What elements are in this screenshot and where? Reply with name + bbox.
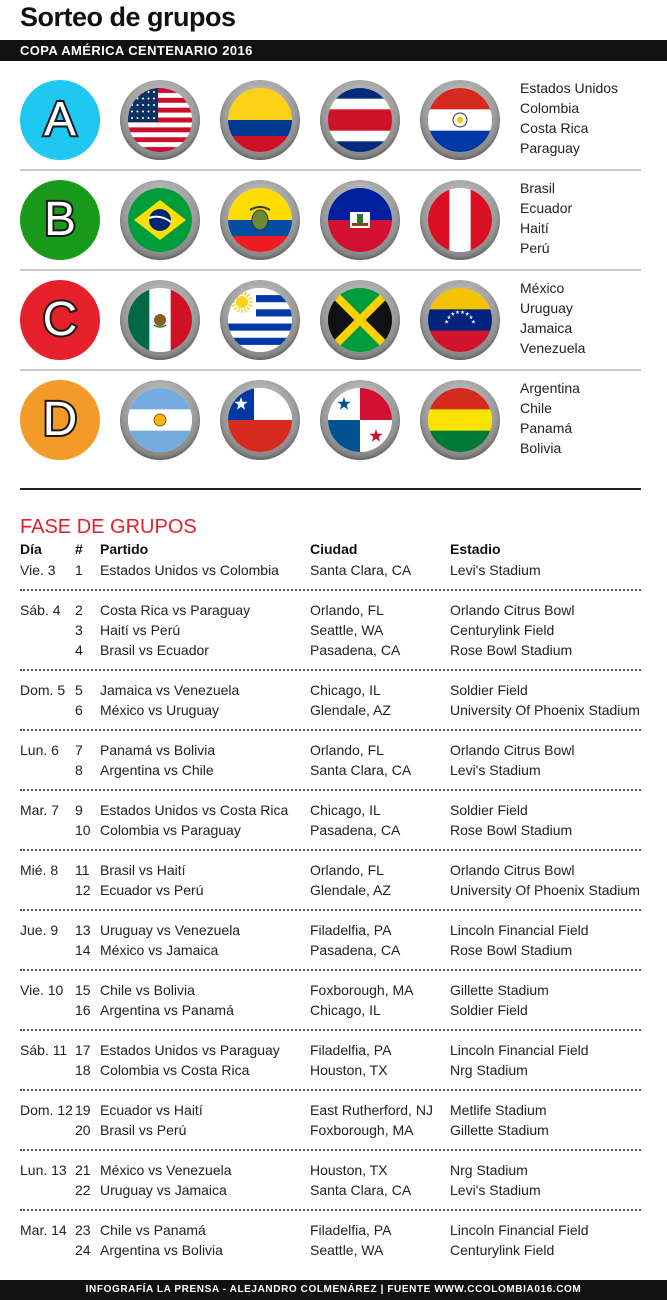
footer-credits: INFOGRAFÍA LA PRENSA - ALEJANDRO COLMENÁREZ | FUENTE WWW.CCOLOMBIA016.COM	[85, 1284, 582, 1295]
match-number: 17	[75, 1042, 91, 1058]
match-stadium: Orlando Citrus Bowl	[450, 862, 575, 878]
match-city: Santa Clara, CA	[310, 762, 412, 778]
match-stadium: Metlife Stadium	[450, 1102, 547, 1118]
match-city: Filadelfia, PA	[310, 922, 392, 938]
match-city: Pasadena, CA	[310, 642, 401, 658]
match-teams: Estados Unidos vs Colombia	[100, 562, 279, 578]
match-row	[0, 940, 667, 960]
match-stadium: Nrg Stadium	[450, 1162, 528, 1178]
group-team-list	[520, 78, 618, 158]
match-number: 18	[75, 1062, 91, 1078]
match-stadium: Lincoln Financial Field	[450, 1042, 589, 1058]
match-city: Filadelfia, PA	[310, 1042, 392, 1058]
venezuela-flag-icon	[420, 280, 500, 360]
team-name: Perú	[520, 240, 550, 256]
day-separator	[20, 1029, 641, 1031]
team-name: Ecuador	[520, 200, 573, 216]
match-teams: Estados Unidos vs Costa Rica	[100, 802, 289, 818]
header-num: #	[75, 541, 83, 557]
day-separator	[20, 1149, 641, 1151]
section-divider	[20, 488, 641, 490]
match-day: Dom. 5	[20, 682, 66, 698]
match-stadium: Lincoln Financial Field	[450, 922, 589, 938]
match-number: 5	[75, 682, 83, 698]
match-city: Glendale, AZ	[310, 882, 391, 898]
match-row	[0, 1160, 667, 1180]
team-name: Argentina	[520, 380, 580, 396]
team-name: Estados Unidos	[520, 80, 619, 96]
match-number: 24	[75, 1242, 91, 1258]
match-stadium: University Of Phoenix Stadium	[450, 882, 640, 898]
jamaica-flag-icon	[320, 280, 400, 360]
match-stadium: Rose Bowl Stadium	[450, 642, 573, 658]
match-city: Santa Clara, CA	[310, 1182, 412, 1198]
match-row	[0, 1100, 667, 1120]
usa-flag-icon	[120, 80, 200, 160]
mexico-flag-icon	[120, 280, 200, 360]
day-separator	[20, 1209, 641, 1211]
day-separator	[20, 589, 641, 591]
match-teams: Panamá vs Bolivia	[100, 742, 216, 758]
match-city: East Rutherford, NJ	[310, 1102, 433, 1118]
team-name: Paraguay	[520, 140, 580, 156]
match-city: Santa Clara, CA	[310, 562, 412, 578]
match-number: 10	[75, 822, 91, 838]
match-teams: Uruguay vs Venezuela	[100, 922, 241, 938]
match-row	[0, 760, 667, 780]
match-day: Lun. 13	[20, 1162, 67, 1178]
match-stadium: Levi's Stadium	[450, 762, 541, 778]
group-d	[0, 370, 667, 470]
match-row	[0, 980, 667, 1000]
day-separator	[20, 849, 641, 851]
match-day: Dom. 12	[20, 1102, 73, 1118]
team-name: México	[520, 280, 565, 296]
match-number: 7	[75, 742, 83, 758]
match-row	[0, 1120, 667, 1140]
argentina-flag-icon	[120, 380, 200, 460]
match-city: Glendale, AZ	[310, 702, 391, 718]
team-name: Colombia	[520, 100, 580, 116]
match-row	[0, 560, 667, 580]
group-letter: B	[43, 193, 77, 246]
match-city: Houston, TX	[310, 1062, 388, 1078]
match-number: 9	[75, 802, 83, 818]
match-teams: Argentina vs Panamá	[100, 1002, 234, 1018]
team-name: Uruguay	[520, 300, 573, 316]
match-day: Vie. 10	[20, 982, 64, 998]
header-dia: Día	[20, 541, 42, 557]
match-teams: Brasil vs Haití	[100, 862, 186, 878]
match-teams: Argentina vs Chile	[100, 762, 214, 778]
match-stadium: Nrg Stadium	[450, 1062, 528, 1078]
match-row	[0, 1060, 667, 1080]
group-c	[0, 270, 667, 370]
match-number: 21	[75, 1162, 91, 1178]
match-day: Sáb. 11	[20, 1042, 68, 1058]
bolivia-flag-icon	[420, 380, 500, 460]
day-separator	[20, 669, 641, 671]
match-city: Foxborough, MA	[310, 982, 414, 998]
match-row	[0, 820, 667, 840]
match-teams: Haití vs Perú	[100, 622, 181, 638]
match-day: Jue. 9	[20, 922, 59, 938]
match-day: Vie. 3	[20, 562, 56, 578]
match-teams: Chile vs Panamá	[100, 1222, 206, 1238]
group-letter-badge	[20, 280, 100, 360]
team-name: Costa Rica	[520, 120, 589, 136]
match-stadium: Centurylink Field	[450, 622, 555, 638]
group-letter-badge	[20, 380, 100, 460]
day-separator	[20, 1089, 641, 1091]
match-stadium: Soldier Field	[450, 682, 528, 698]
match-city: Orlando, FL	[310, 862, 384, 878]
match-row	[0, 620, 667, 640]
match-number: 6	[75, 702, 83, 718]
match-teams: Estados Unidos vs Paraguay	[100, 1042, 280, 1058]
match-stadium: Centurylink Field	[450, 1242, 555, 1258]
match-row	[0, 740, 667, 760]
match-teams: Colombia vs Costa Rica	[100, 1062, 250, 1078]
team-name: Haití	[520, 220, 549, 236]
match-city: Filadelfia, PA	[310, 1222, 392, 1238]
match-stadium: Soldier Field	[450, 1002, 528, 1018]
match-stadium: Rose Bowl Stadium	[450, 942, 573, 958]
paraguay-flag-icon	[420, 80, 500, 160]
match-row	[0, 1180, 667, 1200]
team-name: Bolivia	[520, 440, 562, 456]
team-name: Brasil	[520, 180, 556, 196]
match-day: Mar. 7	[20, 802, 59, 818]
colombia-flag-icon	[220, 80, 300, 160]
group-a	[0, 70, 667, 170]
match-stadium: Lincoln Financial Field	[450, 1222, 589, 1238]
match-number: 12	[75, 882, 91, 898]
header-ciudad: Ciudad	[310, 541, 358, 557]
team-name: Panamá	[520, 420, 573, 436]
group-letter: C	[42, 293, 78, 346]
match-row	[0, 860, 667, 880]
match-teams: Brasil vs Ecuador	[100, 642, 209, 658]
match-number: 15	[75, 982, 91, 998]
group-letter: A	[43, 93, 77, 146]
costa-rica-flag-icon	[320, 80, 400, 160]
schedule-title: FASE DE GRUPOS	[20, 516, 197, 538]
group-team-list	[520, 378, 580, 458]
day-separator	[20, 729, 641, 731]
match-row	[0, 700, 667, 720]
match-teams: Ecuador vs Perú	[100, 882, 204, 898]
group-team-list	[520, 278, 585, 358]
match-stadium: Orlando Citrus Bowl	[450, 742, 575, 758]
match-row	[0, 1240, 667, 1260]
match-stadium: Levi's Stadium	[450, 562, 541, 578]
match-stadium: University Of Phoenix Stadium	[450, 702, 640, 718]
group-team-list	[520, 178, 572, 258]
match-stadium: Levi's Stadium	[450, 1182, 541, 1198]
match-city: Chicago, IL	[310, 682, 381, 698]
match-city: Seattle, WA	[310, 1242, 384, 1258]
match-number: 1	[75, 562, 83, 578]
chile-flag-icon	[220, 380, 300, 460]
match-number: 16	[75, 1002, 91, 1018]
match-row	[0, 880, 667, 900]
match-row	[0, 1220, 667, 1240]
header-partido: Partido	[100, 541, 149, 557]
match-day: Mar. 14	[20, 1222, 67, 1238]
panama-flag-icon	[320, 380, 400, 460]
match-number: 19	[75, 1102, 91, 1118]
match-day: Mié. 8	[20, 862, 59, 878]
day-separator	[20, 909, 641, 911]
haiti-flag-icon	[320, 180, 400, 260]
match-stadium: Gillette Stadium	[450, 982, 549, 998]
team-name: Jamaica	[520, 320, 573, 336]
match-row	[0, 600, 667, 620]
ecuador-flag-icon	[220, 180, 300, 260]
match-number: 20	[75, 1122, 91, 1138]
match-stadium: Orlando Citrus Bowl	[450, 602, 575, 618]
match-teams: Uruguay vs Jamaica	[100, 1182, 227, 1198]
group-b	[0, 170, 667, 270]
match-day: Sáb. 4	[20, 602, 61, 618]
match-row	[0, 680, 667, 700]
match-number: 13	[75, 922, 91, 938]
match-row	[0, 800, 667, 820]
match-teams: México vs Uruguay	[100, 702, 220, 718]
match-city: Chicago, IL	[310, 802, 381, 818]
match-teams: Colombia vs Paraguay	[100, 822, 241, 838]
match-teams: Chile vs Bolivia	[100, 982, 195, 998]
peru-flag-icon	[420, 180, 500, 260]
match-number: 3	[75, 622, 83, 638]
match-stadium: Soldier Field	[450, 802, 528, 818]
match-row	[0, 1000, 667, 1020]
match-row	[0, 920, 667, 940]
group-letter-badge	[20, 80, 100, 160]
subtitle: COPA AMÉRICA CENTENARIO 2016	[20, 43, 253, 58]
match-number: 14	[75, 942, 91, 958]
match-city: Chicago, IL	[310, 1002, 381, 1018]
team-name: Venezuela	[520, 340, 586, 356]
match-teams: México vs Jamaica	[100, 942, 219, 958]
match-number: 2	[75, 602, 83, 618]
day-separator	[20, 789, 641, 791]
match-city: Pasadena, CA	[310, 942, 401, 958]
match-teams: México vs Venezuela	[100, 1162, 232, 1178]
match-number: 22	[75, 1182, 91, 1198]
match-city: Orlando, FL	[310, 742, 384, 758]
brazil-flag-icon	[120, 180, 200, 260]
subtitle-bar	[0, 40, 667, 61]
match-teams: Argentina vs Bolivia	[100, 1242, 223, 1258]
match-number: 11	[75, 862, 90, 878]
match-city: Houston, TX	[310, 1162, 388, 1178]
match-teams: Jamaica vs Venezuela	[100, 682, 240, 698]
match-number: 23	[75, 1222, 91, 1238]
footer-bar	[0, 1280, 667, 1300]
match-teams: Costa Rica vs Paraguay	[100, 602, 251, 618]
uruguay-flag-icon	[220, 280, 300, 360]
match-city: Pasadena, CA	[310, 822, 401, 838]
match-city: Foxborough, MA	[310, 1122, 414, 1138]
group-letter: D	[42, 393, 78, 446]
day-separator	[20, 969, 641, 971]
match-stadium: Gillette Stadium	[450, 1122, 549, 1138]
match-number: 4	[75, 642, 83, 658]
match-teams: Ecuador vs Haití	[100, 1102, 203, 1118]
match-day: Lun. 6	[20, 742, 59, 758]
match-stadium: Rose Bowl Stadium	[450, 822, 573, 838]
match-row	[0, 1040, 667, 1060]
group-letter-badge	[20, 180, 100, 260]
match-number: 8	[75, 762, 83, 778]
match-teams: Brasil vs Perú	[100, 1122, 187, 1138]
match-city: Seattle, WA	[310, 622, 384, 638]
match-row	[0, 640, 667, 660]
header-estadio: Estadio	[450, 541, 501, 557]
page-title: Sorteo de grupos	[20, 2, 236, 32]
team-name: Chile	[520, 400, 552, 416]
match-city: Orlando, FL	[310, 602, 384, 618]
